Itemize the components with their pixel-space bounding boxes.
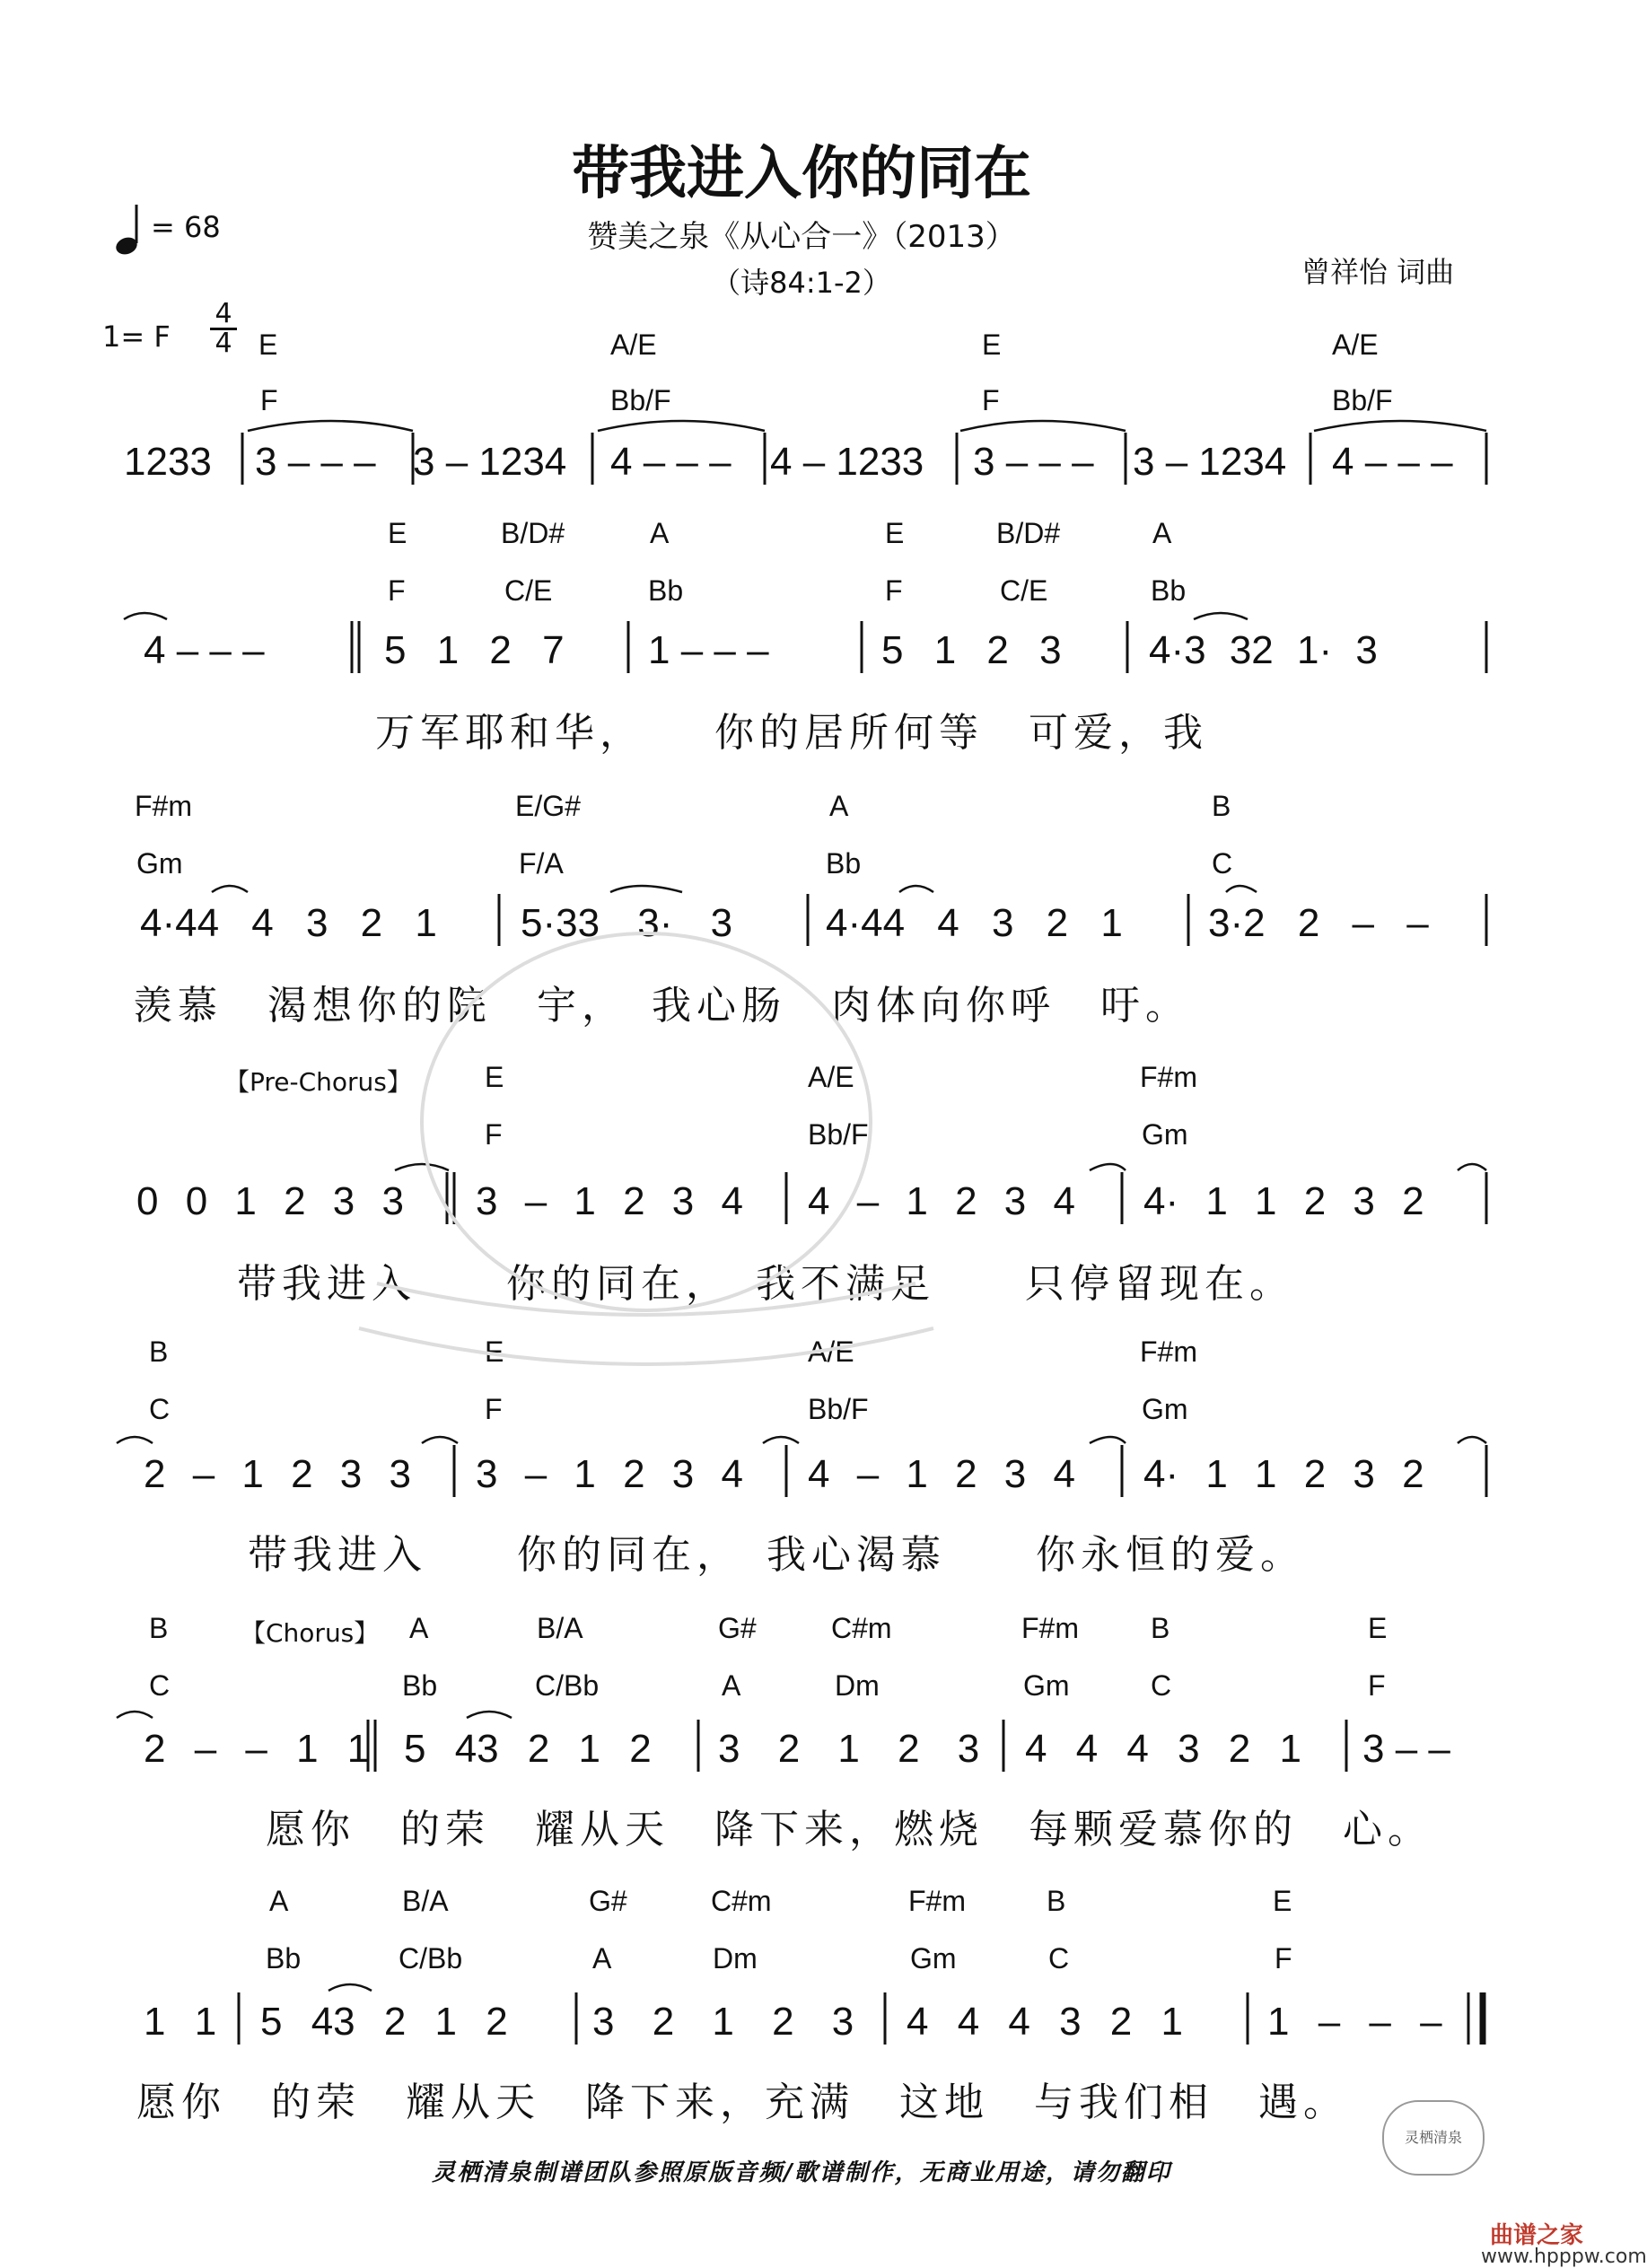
time-signature-top: 4 (215, 298, 232, 329)
measure: 3 – – – (973, 440, 1094, 484)
chord-top: C#m (711, 1885, 772, 1917)
chord-bottom: C (1048, 1942, 1070, 1975)
chord-top: E (1273, 1885, 1292, 1917)
copyright-footer: 灵栖清泉制谱团队参照原版音频/歌谱制作，无商业用途，请勿翻印 (432, 2159, 1171, 2186)
chord-top: E (982, 328, 1002, 361)
measure: 1 1 (144, 2000, 217, 2044)
chord-bottom: Gm (136, 847, 183, 880)
chord-bottom: Dm (835, 1669, 880, 1702)
measure: 1233 (124, 440, 212, 484)
tempo-value: = 68 (151, 210, 221, 244)
chord-bottom: C (1212, 847, 1233, 880)
measure: 3 – – (1362, 1727, 1450, 1771)
chord-bottom: C (149, 1393, 171, 1425)
chord-bottom: Gm (910, 1942, 957, 1975)
chord-bottom: A (592, 1942, 612, 1975)
chord-top: F#m (908, 1885, 966, 1917)
chord-bottom: Bb/F (808, 1118, 869, 1151)
chord-bottom: F (485, 1118, 503, 1151)
measure: 4 4 4 3 2 1 (1025, 1727, 1301, 1771)
lyrics-line: 愿你 的荣 耀从天 降下来，燃烧 每颗爱慕你的 心。 (266, 1807, 1432, 1852)
chord-bottom: Gm (1142, 1393, 1188, 1425)
measure: 3 – – – (255, 440, 376, 484)
site-logo: 曲谱之家 (1490, 2222, 1584, 2249)
site-url: www.hpppw.com (1481, 2246, 1647, 2268)
measure: 1 – – – (648, 628, 769, 672)
measure: 2 – – 1 1 (144, 1727, 370, 1771)
chord-top: E (485, 1061, 504, 1093)
chord-bottom: Gm (1142, 1118, 1188, 1151)
chord-top: G# (718, 1612, 757, 1644)
measure: 2 – 1 2 3 3 (144, 1452, 411, 1496)
chord-bottom: C/E (1000, 574, 1048, 607)
measure: 3 2 1 2 3 (718, 1727, 980, 1771)
chord-bottom: Bb (826, 847, 862, 880)
chord-top: B/D# (996, 517, 1061, 549)
measure: 4·44 4 3 2 1 (140, 901, 437, 945)
chord-bottom: Dm (713, 1942, 758, 1975)
chord-bottom: Bb/F (1332, 384, 1393, 416)
chord-bottom: Bb (266, 1942, 302, 1975)
lyrics-line: 愿你 的荣 耀从天 降下来，充满 这地 与我们相 遇。 (136, 2080, 1348, 2125)
measure: 5·33 3· 3 (521, 901, 733, 945)
chord-bottom: Bb (648, 574, 684, 607)
measure: 4 – 1 2 3 4 (808, 1452, 1075, 1496)
chord-bottom: F (388, 574, 406, 607)
measure: 5 1 2 7 (384, 628, 565, 672)
chord-bottom: C/Bb (535, 1669, 600, 1702)
measure: 4 – 1 2 3 4 (808, 1179, 1075, 1223)
chord-bottom: C/Bb (399, 1942, 463, 1975)
key-signature: 1= F (102, 320, 171, 354)
measure: 0 0 1 2 3 3 (136, 1179, 404, 1223)
chord-top: F#m (1021, 1612, 1079, 1644)
chord-top: B/A (402, 1885, 449, 1917)
chord-top: F#m (1140, 1335, 1197, 1368)
chord-top: B (1212, 790, 1231, 822)
song-title: 带我进入你的同在 (572, 141, 1031, 207)
measure: 5 1 2 3 (881, 628, 1062, 672)
chord-top: E (485, 1335, 504, 1368)
chord-bottom: Bb/F (808, 1393, 869, 1425)
measure: 1 – – – (1267, 2000, 1442, 2044)
chord-top: A (269, 1885, 289, 1917)
chord-top: F#m (1140, 1061, 1197, 1093)
chord-top: A (829, 790, 849, 822)
measure: 3 – 1 2 3 4 (476, 1179, 743, 1223)
chord-bottom: F (885, 574, 903, 607)
chord-bottom: C/E (504, 574, 553, 607)
chord-bottom: F/A (519, 847, 564, 880)
lyrics-line: 带我进入 你的同在， 我心渴慕 你永恒的爱。 (248, 1532, 1305, 1578)
chord-bottom: Bb (402, 1669, 438, 1702)
lyrics-line: 带我进入 你的同在， 我不满足 只停留现在。 (237, 1261, 1294, 1307)
chord-top: E (258, 328, 278, 361)
chord-top: A/E (610, 328, 657, 361)
chord-top: A (1152, 517, 1172, 549)
measure: 4 – – – (610, 440, 732, 484)
chord-bottom: Bb/F (610, 384, 671, 416)
measure: 4·44 4 3 2 1 (826, 901, 1123, 945)
chord-bottom: F (1275, 1942, 1292, 1975)
chord-top: G# (589, 1885, 627, 1917)
measure: 4·3 32 1· 3 (1149, 628, 1378, 672)
measure: 5 43 2 1 2 (404, 1727, 652, 1771)
chord-bottom: A (722, 1669, 741, 1702)
publisher-logo: 灵栖清泉 (1382, 2100, 1485, 2176)
chord-top: E/G# (515, 790, 581, 822)
measure: 3 – 1234 (1133, 440, 1287, 484)
chord-bottom: F (260, 384, 278, 416)
measure: 5 43 2 1 2 (260, 2000, 508, 2044)
composer-credit: 曾祥怡 词曲 (1301, 255, 1455, 289)
chord-top: B/A (537, 1612, 583, 1644)
lyrics-line: 羡慕 渴想你的院 宇， 我心肠 肉体向你呼 吁。 (133, 983, 1190, 1029)
chord-top: B (1047, 1885, 1066, 1917)
chord-top: A/E (1332, 328, 1379, 361)
chord-bottom: C (1151, 1669, 1172, 1702)
measure: 3 – 1234 (413, 440, 567, 484)
chord-top: C#m (831, 1612, 892, 1644)
chord-top: B (1151, 1612, 1170, 1644)
measure: 3·2 2 – – (1208, 901, 1429, 945)
lyrics-line: 万军耶和华， 你的居所何等 可爱，我 (375, 710, 1208, 756)
chord-bottom: Gm (1023, 1669, 1070, 1702)
measure: 4 – – – (144, 628, 265, 672)
measure: 4· 1 1 2 3 2 (1143, 1179, 1424, 1223)
chord-top: E (388, 517, 407, 549)
measure: 4 4 4 3 2 1 (907, 2000, 1183, 2044)
chord-bottom: F (982, 384, 1000, 416)
measure: 4 – 1233 (770, 440, 924, 484)
scripture-reference: （诗84:1-2） (712, 266, 891, 300)
chord-bottom: C (149, 1669, 171, 1702)
chord-bottom: F (485, 1393, 503, 1425)
measure: 4· 1 1 2 3 2 (1143, 1452, 1424, 1496)
section-label-pre-chorus: 【Pre-Chorus】 (224, 1067, 412, 1097)
measure: 3 2 1 2 3 (592, 2000, 854, 2044)
chord-top: A (409, 1612, 429, 1644)
chord-top: B/D# (501, 517, 565, 549)
chord-bottom: F (1368, 1669, 1386, 1702)
chord-top: B (149, 1335, 169, 1368)
chord-top: B (149, 1612, 169, 1644)
chord-bottom: Bb (1151, 574, 1187, 607)
chord-top: F#m (135, 790, 192, 822)
measure: 4 – – – (1332, 440, 1453, 484)
chord-top: E (885, 517, 905, 549)
chord-top: A (650, 517, 670, 549)
album-subtitle: 赞美之泉《从心合一》（2013） (587, 219, 1016, 255)
chord-top: A/E (808, 1061, 854, 1093)
section-label-chorus: 【Chorus】 (241, 1618, 380, 1648)
chord-top: E (1368, 1612, 1388, 1644)
time-signature-bottom: 4 (215, 328, 232, 359)
chord-top: A/E (808, 1335, 854, 1368)
measure: 3 – 1 2 3 4 (476, 1452, 743, 1496)
